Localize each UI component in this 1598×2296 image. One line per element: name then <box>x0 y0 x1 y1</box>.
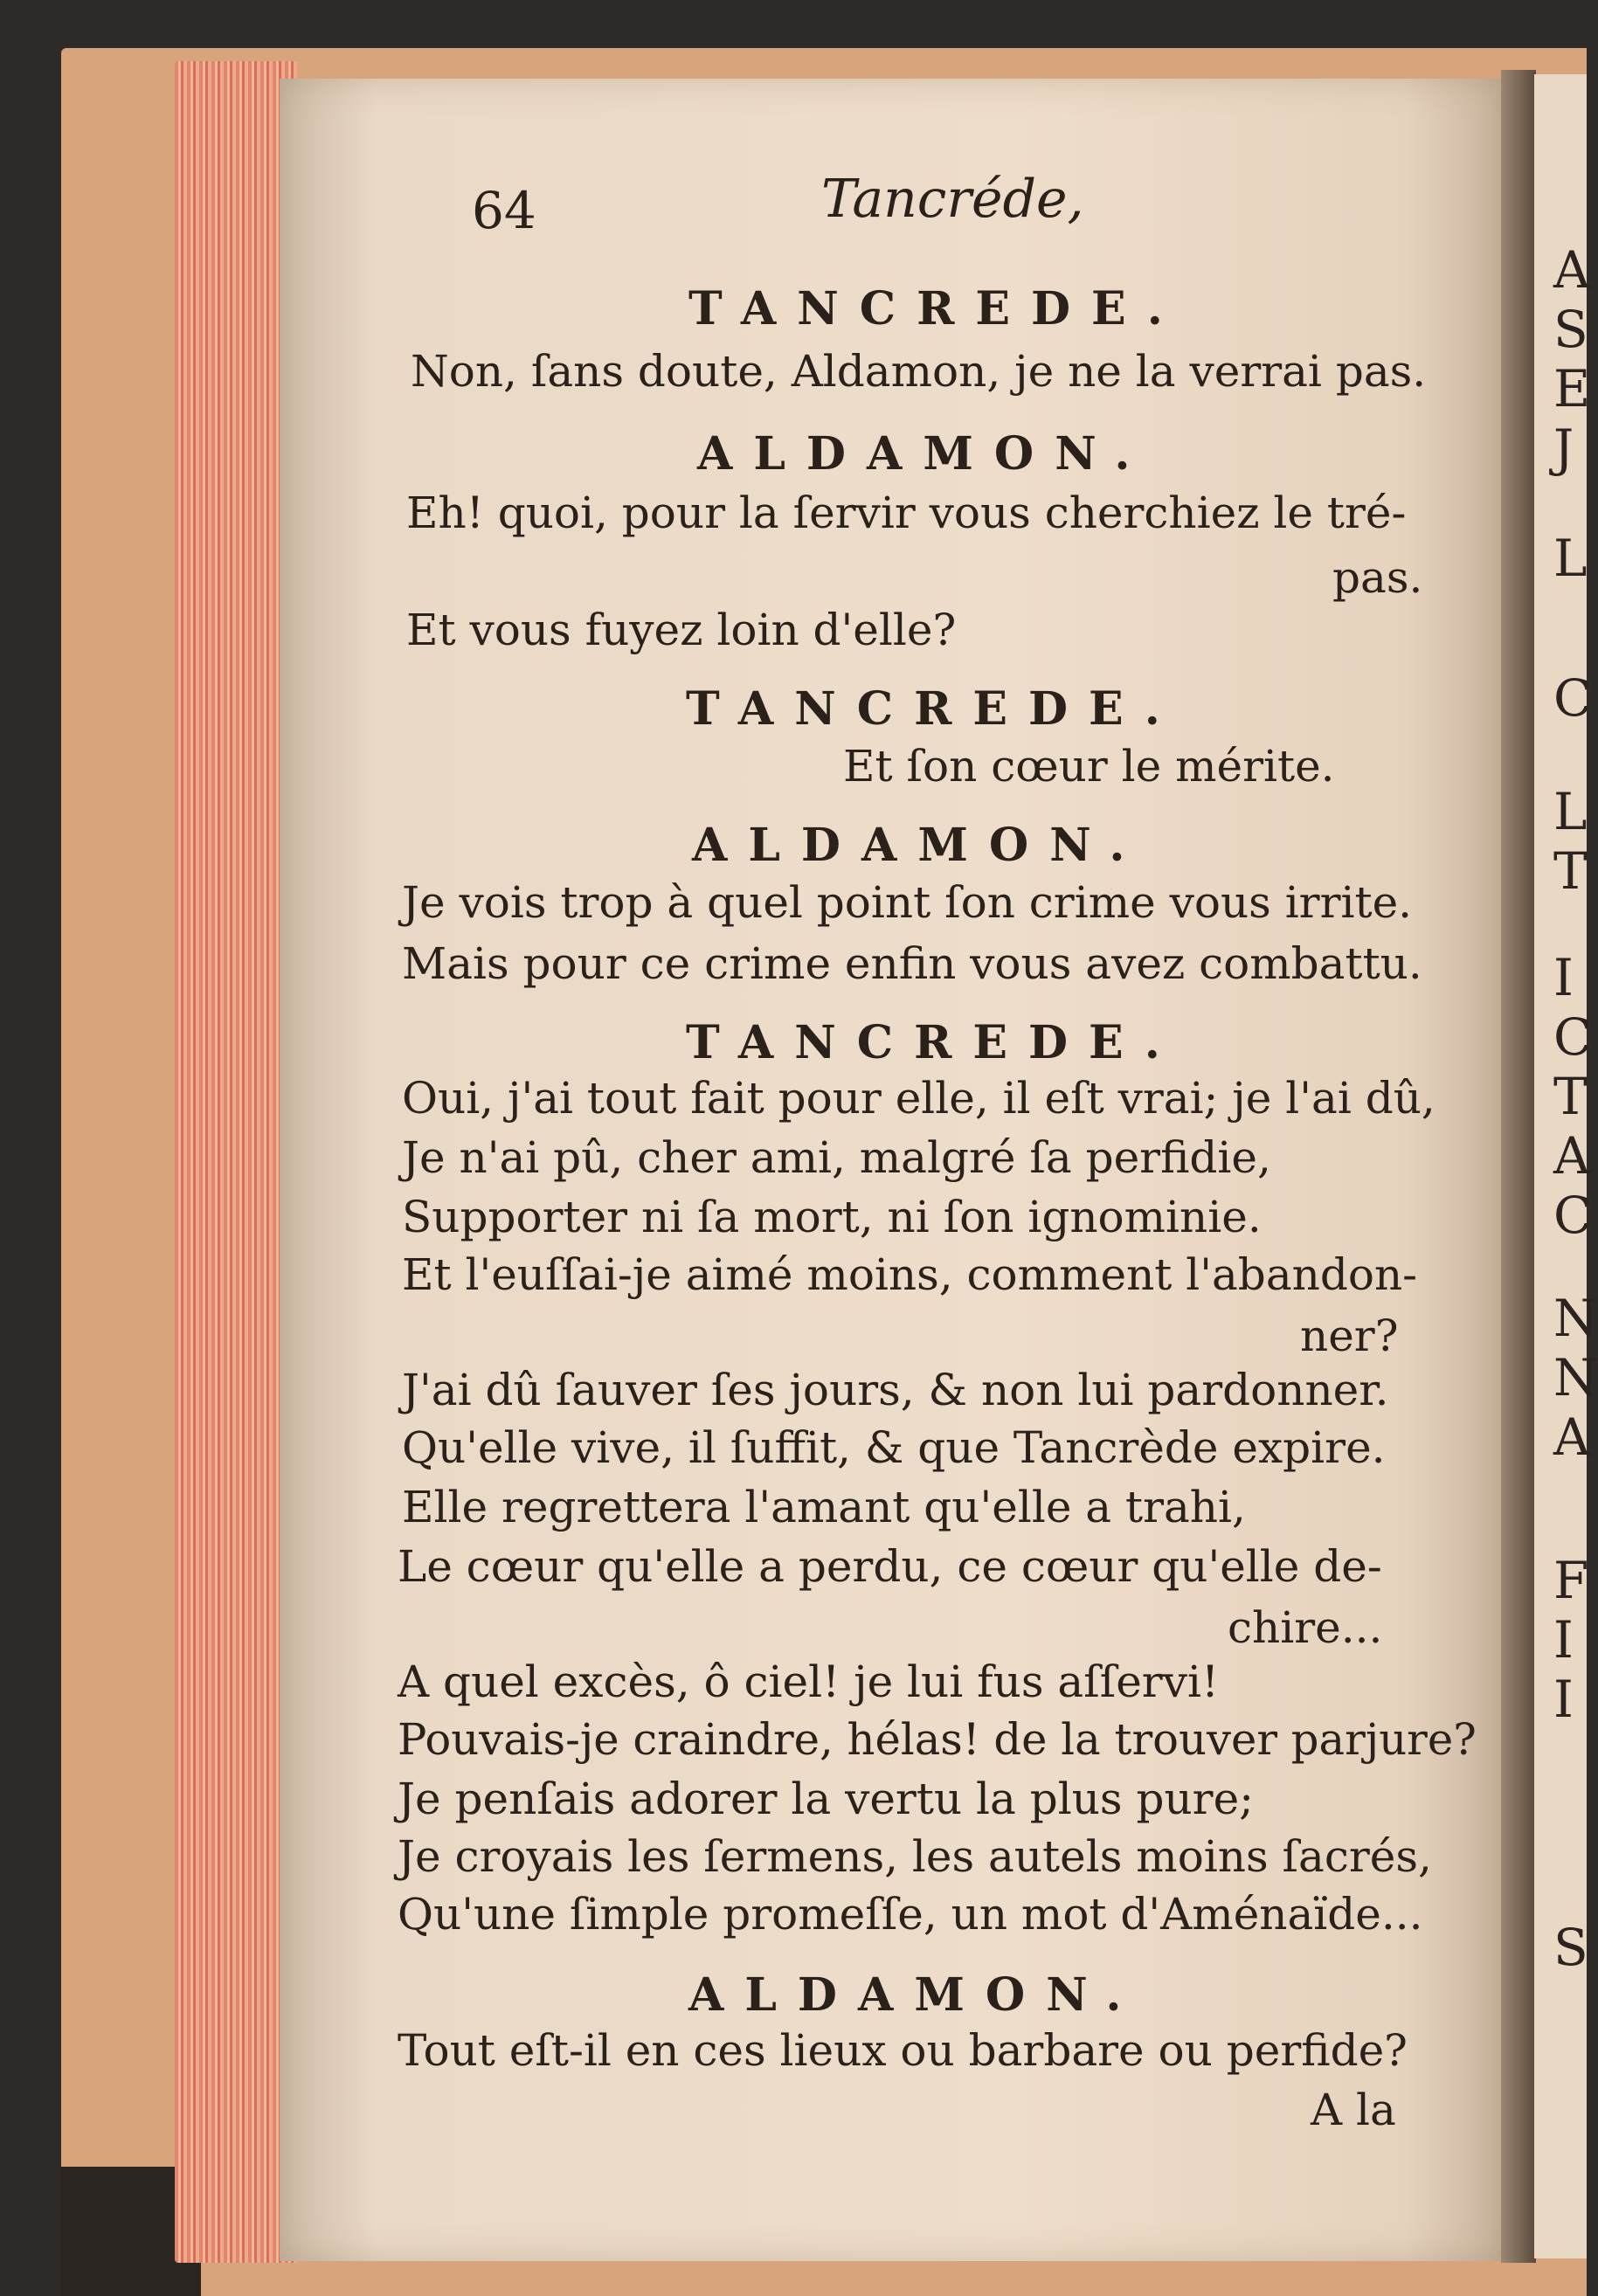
book-gutter <box>1501 70 1536 2263</box>
facing-letter: A <box>1553 1407 1590 1467</box>
verse-line: J'ai dû ſauver ſes jours, & non lui pardonner. <box>402 1365 1389 1415</box>
speaker-name: TANCREDE. <box>688 282 1184 335</box>
facing-letter: A <box>1553 240 1590 300</box>
page-edges <box>175 61 297 2263</box>
verse-line: Qu'une ſimple promeſſe, un mot d'Aménaïde... <box>398 1889 1423 1940</box>
facing-letter: I <box>1553 948 1574 1007</box>
facing-letter: S <box>1553 1918 1588 1977</box>
facing-letter: C <box>1553 1186 1593 1245</box>
facing-letter: L <box>1553 782 1588 841</box>
facing-letter: E <box>1553 359 1591 418</box>
verse-line: Tout eſt-il en ces lieux ou barbare ou perfide? <box>398 2025 1408 2076</box>
page-number: 64 <box>472 181 536 240</box>
verse-line: Elle regrettera l'amant qu'elle a trahi, <box>402 1482 1246 1532</box>
facing-letter: C <box>1553 1007 1593 1067</box>
catchword: A la <box>1311 2085 1396 2135</box>
facing-letter: N <box>1553 1348 1598 1407</box>
speaker-name: TANCREDE. <box>686 682 1181 736</box>
verse-line: Eh! quoi, pour la ſervir vous cherchiez le tré- <box>406 488 1407 538</box>
verse-line: A quel excès, ô ciel! je lui fus aſſervi! <box>398 1656 1220 1707</box>
verse-line-continuation: chire... <box>1228 1602 1383 1653</box>
facing-letter: A <box>1553 1126 1590 1186</box>
verse-line: Je n'ai pû, cher ami, malgré ſa perfidie, <box>402 1132 1271 1183</box>
verse-line: Je penſais adorer la vertu la plus pure; <box>398 1774 1255 1824</box>
page-text <box>280 0 1503 2296</box>
facing-letter: F <box>1553 1551 1589 1610</box>
speaker-name: ALDAMON. <box>688 1968 1143 2022</box>
verse-line: Non, ſans doute, Aldamon, je ne la verrai pas. <box>411 346 1427 397</box>
speaker-name: ALDAMON. <box>692 819 1146 872</box>
running-title: Tancréde, <box>821 169 1084 230</box>
verse-line: Je vois trop à quel point ſon crime vous irrite. <box>402 877 1413 928</box>
verse-line: Le cœur qu'elle a perdu, ce cœur qu'elle de- <box>398 1541 1382 1592</box>
facing-letter: I <box>1553 1670 1574 1729</box>
facing-letter: T <box>1553 1067 1588 1126</box>
facing-letter: I <box>1553 1610 1574 1670</box>
verse-line: Mais pour ce crime enfin vous avez combattu. <box>402 938 1422 989</box>
speaker-name: TANCREDE. <box>686 1016 1181 1069</box>
facing-letter: N <box>1553 1289 1598 1348</box>
facing-letter: L <box>1553 529 1588 588</box>
verse-line: Qu'elle vive, il ſuffit, & que Tancrède expire. <box>402 1422 1386 1473</box>
verse-line-continuation: pas. <box>1332 552 1423 603</box>
facing-letter: S <box>1553 300 1588 359</box>
facing-letter: T <box>1553 841 1588 901</box>
verse-line: Je croyais les ſermens, les autels moins ſacrés, <box>398 1831 1432 1882</box>
verse-line: Pouvais-je craindre, hélas! de la trouver parjure? <box>398 1714 1477 1765</box>
facing-letter: C <box>1553 668 1593 728</box>
verse-line-continuation: ner? <box>1300 1311 1399 1361</box>
facing-letter: J <box>1553 418 1574 478</box>
speaker-name: ALDAMON. <box>697 427 1152 481</box>
verse-line: Et vous fuyez loin d'elle? <box>406 605 957 655</box>
verse-line: Oui, j'ai tout fait pour elle, il eſt vrai; je l'ai dû, <box>402 1073 1435 1124</box>
verse-line: Et l'euſſai-je aimé moins, comment l'abandon- <box>402 1249 1418 1300</box>
verse-line: Et ſon cœur le mérite. <box>843 741 1335 792</box>
verse-line: Supporter ni ſa mort, ni ſon ignominie. <box>402 1192 1262 1242</box>
